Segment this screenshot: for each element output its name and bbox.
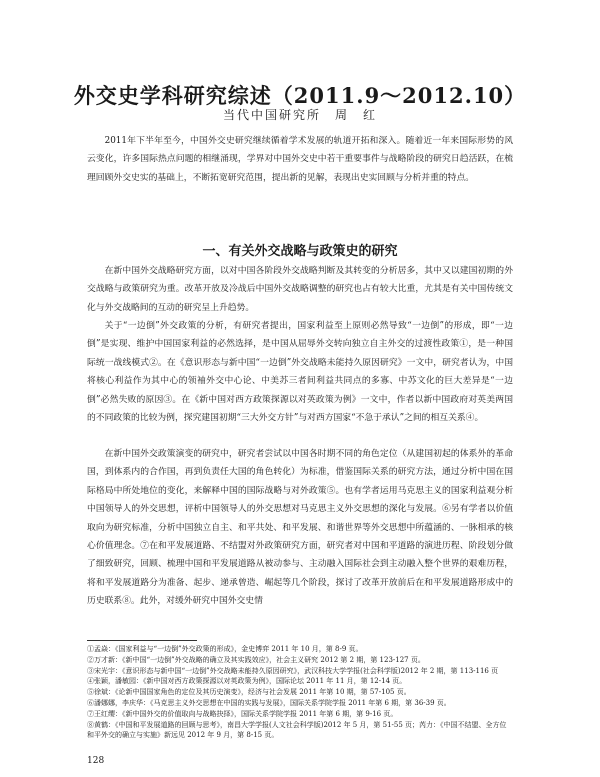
footnote-divider — [87, 640, 197, 641]
footnote: ③宋光宇：《意识形态与新中国“一边倒”外交战略未能持久原因研究》，武汉科技大学学报(社会科学版)2012 年 2 期，第 113-116 页 — [87, 666, 499, 675]
body-paragraph-1: 在新中国外交战略研究方面，以对中国各阶段外交战略判断及其转变的分析居多，其中又以建国初期的外交战略与政策研究为重。改革开放及冷战后中国外交战略调整的研究也占有较大比重，尤其是有关中国传统文化与外交战略间的互动的研究呈上升趋势。 — [87, 266, 513, 313]
footnote: ④张颖，潘敏园：《新中国对西方政策探源以对英政策为例》，国际论坛 2011 年 11 月，第 12-14 页。 — [87, 677, 407, 686]
footnote: ⑦王红缨：《新中国外交的价值取向与战略抉择》，国际关系学院学报 2011 年第 6 期，第 9-16 页。 — [87, 709, 398, 718]
section-heading: 一、有关外交战略与政策史的研究 — [202, 243, 398, 259]
footnote: ⑧黄鹤：《中国和平发展道路的回顾与思考》，南昌大学学报(人文社会科学版)2012 年 5 月，第 51-55 页；芮力：《中国不结盟、全方位和平外交的确立与实施》新远见 2012 年 9 月，第 8-15 页。 — [87, 720, 507, 740]
author-line: 当代中国研究所 周 红 — [222, 108, 377, 122]
footnote: ⑥潘娜娜，李庆华：《马克思主义外交思想在中国的实践与发展》，国际关系学院学报 2011 年第 6 期，第 36-39 页。 — [87, 698, 451, 707]
footnote: ①孟焱：《国家利益与“一边倒”外交政策的形成》，金史博弈 2011 年 10 月，第 8-9 页。 — [87, 645, 363, 653]
footnotes-list — [87, 644, 513, 741]
body-paragraph-2: 关于“一边倒”外交政策的分析，有研究者提出，国家利益至上原则必然导致“一边倒”的形成，即“一边倒”是实现、维护中国国家利益的必然选择，是中国从屈辱外交转向独立自主外交的过渡性政策①，是一种国际统一战线模式②。在《意识形态与新中国“一边倒”外交战略未能持久原因研究》一文中，研究者认为，中国将核心利益作为其中心的领袖外交中心论、中美苏三者间利益共同点的多寡、中苏文化的巨大差异是“一边倒”必然失败的原因③。在《新中国对西方政策探源以对英政策为例》一文中，作者以新中国政府对英美两国的不同政策的比较为例，探究建国初期“三大外交方针”与对西方国家“不急于承认”之间的相互关系④。 — [87, 321, 513, 424]
article-title: 外交史学科研究综述（2011.9～2012.10） — [73, 83, 527, 109]
intro-paragraph: 2011年下半年至今，中国外交史研究继续循着学术发展的轨道开拓和深入。随着近一年来国际形势的风云变化，许多国际热点问题的相继涌现，学界对中国外交史中若干重要事件与战略阶段的研究日趋活跃，在梳理回顾外交史实的基础上，不断拓宽研究范围，提出新的见解，表现出史实回顾与分析并重的特点。 — [87, 136, 513, 183]
footnote: ②万才新：《新中国“一边倒”外交战略的确立及其实践效应》，社会主义研究 2012 第 2 期，第 123-127 页。 — [87, 655, 425, 664]
page-number: 128 — [87, 756, 105, 766]
footnote: ⑤徐斌：《论新中国国家角色的定位及其历史演变》，经济与社会发展 2011 年第 10 期，第 57-105 页。 — [87, 688, 411, 697]
body-paragraph-3: 在新中国外交政策演变的研究中，研究者尝试以中国各时期不同的角色定位（从建国初起的体系外的革命国，到体系内的合作国，再到负责任大国的角色转化）为标准，借鉴国际关系的研究方法，通过分析中国在国际格局中所处地位的变化，来解释中国的国际战略与对外政策⑤。也有学者运用马克思主义的国家利益观分析中国领导人的外交思想，评析中国领导人的外交思想对马克思主义外交思想的深化与发展。⑥另有学者以价值取向为研究标准，分析中国独立自主、和平共处、和平发展、和谐世界等外交思想中所蕴涵的、一脉相承的核心价值理念。⑦在和平发展道路、不结盟对外政策研究方面，研究者对中国和平道路的演进历程、阶段划分做了细致研究，回顾、梳理中国和平发展道路从被动参与、主动融入国际社会到主动融入整个世界的艰难历程，将和平发展道路分为准备、起步、递承曾造、崛起等几个阶段，探讨了改革开放前后在和平发展道路形成中的历史联系⑧。此外，对缓外研究中国外交史情 — [87, 449, 513, 607]
